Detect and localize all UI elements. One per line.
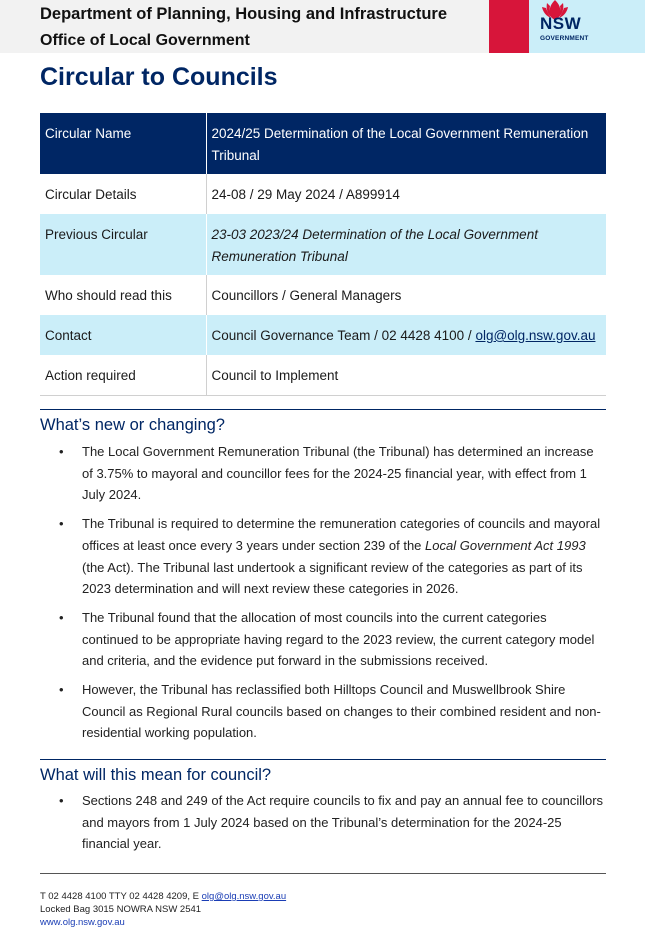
meaning-list	[40, 790, 606, 862]
contact-email-link[interactable]: olg@olg.nsw.gov.au	[475, 328, 596, 343]
circular-details-label: Circular Details	[40, 174, 206, 214]
list-item-text: The Tribunal is required to determine the remuneration categories of councils and mayoral offices at least once every 3 years under section 239 of the	[82, 516, 601, 553]
who-should-read-label: Who should read this	[40, 275, 206, 315]
department-name: Department of Planning, Housing and Infrastructure	[40, 5, 448, 23]
act-name: Local Government Act 1993	[425, 537, 586, 553]
circular-name-label: Circular Name	[40, 113, 206, 174]
section-heading-whats-new: What’s new or changing?	[40, 416, 225, 434]
office-name: Office of Local Government	[40, 32, 250, 49]
footer-website-link[interactable]	[40, 916, 125, 929]
contact-text: Council Governance Team / 02 4428 4100 /	[211, 328, 476, 343]
list-item: • However, the Tribunal has reclassified both Hilltops Council and Muswellbrook Shire Council as Regional Rural councils based on changes to their combined resident and non-residential working population.	[40, 679, 606, 744]
footer-divider	[40, 873, 606, 874]
table-row	[40, 113, 606, 174]
footer-website-text[interactable]: www.olg.nsw.gov.au	[40, 917, 125, 928]
table-row	[40, 174, 606, 214]
action-required-label: Action required	[40, 355, 206, 395]
previous-circular-value: 23-03 2023/24 Determination of the Local Government Remuneration Tribunal	[206, 214, 606, 275]
contact-label: Contact	[40, 315, 206, 355]
list-item: • The Tribunal found that the allocation of most councils into the current categories continued to be appropriate having regard to the 2023 review, the current category model and criteria, and the evidence put forward in the submissions received.	[40, 607, 606, 672]
government-logo-text: GOVERNMENT	[540, 35, 589, 42]
table-row	[40, 315, 606, 355]
brand-red-block	[489, 0, 529, 53]
circular-name-value: 2024/25 Determination of the Local Government Remuneration Tribunal	[206, 113, 606, 174]
list-item	[40, 513, 606, 600]
footer-contact-line	[40, 890, 286, 903]
footer-email-link[interactable]: olg@olg.nsw.gov.au	[201, 891, 287, 902]
previous-circular-label: Previous Circular	[40, 214, 206, 275]
table-row	[40, 214, 606, 275]
list-item: • Sections 248 and 249 of the Act require councils to fix and pay an annual fee to councillors and mayors from 1 July 2024 based on the Tribunal’s determination for the 2024-25 financial year.	[40, 790, 606, 855]
section-divider	[40, 409, 606, 410]
section-heading-meaning: What will this mean for council?	[40, 766, 272, 784]
footer-phone-text: T 02 4428 4100 TTY 02 4428 4209, E	[40, 891, 202, 902]
section-divider	[40, 759, 606, 760]
who-should-read-value: Councillors / General Managers	[206, 275, 606, 315]
circular-info-table	[40, 113, 606, 396]
action-required-value: Council to Implement	[206, 355, 606, 395]
footer-address: Locked Bag 3015 NOWRA NSW 2541	[40, 904, 202, 915]
list-item: • The Local Government Remuneration Tribunal (the Tribunal) has determined an increase of 3.75% to mayoral and councillor fees for the 2024-25 financial year, with effect from 1 July 2024.	[40, 441, 606, 506]
page-title: Circular to Councils	[40, 63, 278, 91]
list-item-text: (the Act). The Tribunal last undertook a significant review of the categories as part of its 2023 determination and will next review these categories in 2026.	[82, 559, 583, 597]
nsw-logo-text: NSW	[540, 14, 582, 33]
table-row	[40, 275, 606, 315]
contact-value	[206, 315, 606, 355]
table-row	[40, 355, 606, 395]
whats-new-list	[40, 441, 606, 751]
circular-details-value: 24-08 / 29 May 2024 / A899914	[206, 174, 606, 214]
